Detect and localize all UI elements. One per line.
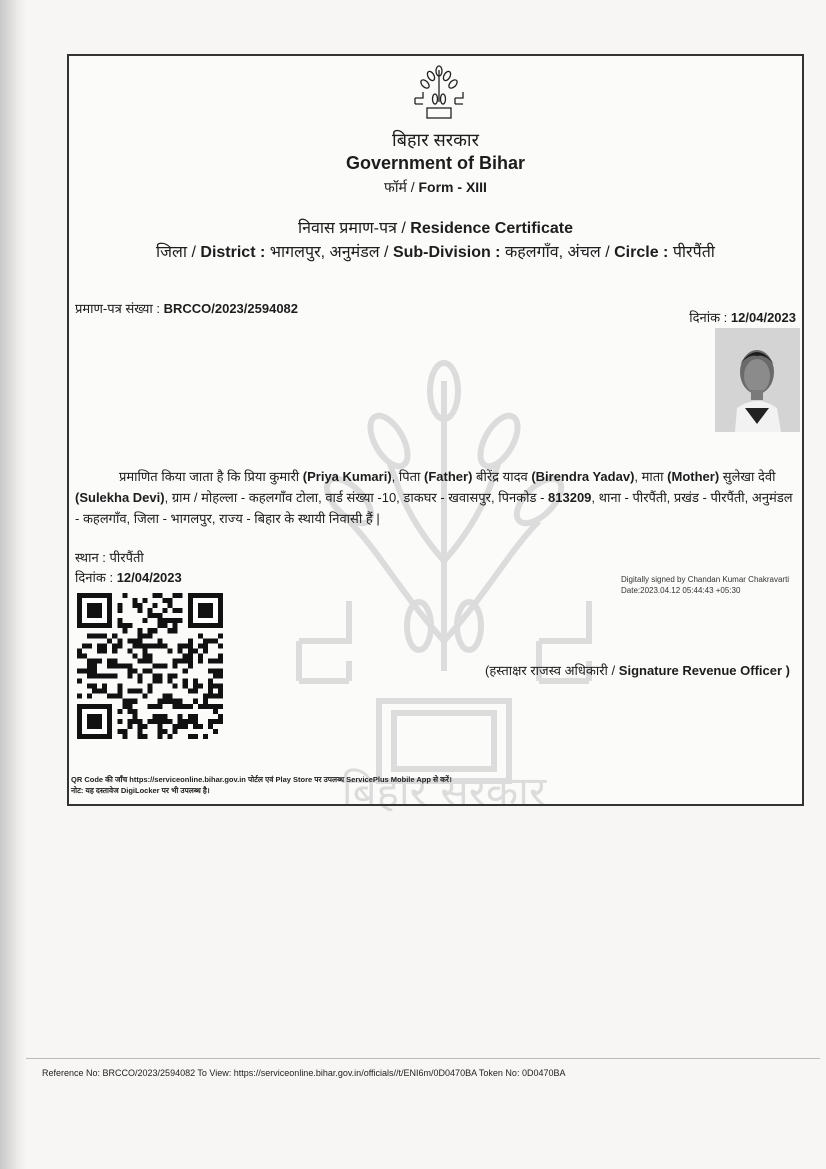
body-text: , माता	[634, 469, 668, 484]
signature-line	[485, 661, 790, 679]
qr-verification-note	[71, 774, 791, 796]
issue-date	[689, 308, 796, 326]
form-hindi: फॉर्म	[384, 179, 407, 195]
district-value: भागलपुर, अनुमंडल /	[269, 244, 389, 261]
applicant-name-en: (Priya Kumari)	[302, 469, 392, 484]
body-text: बीरेंद्र यादव	[472, 469, 532, 484]
subdivision-label: Sub-Division :	[392, 244, 501, 261]
bihar-emblem-watermark	[279, 341, 609, 811]
body-text: , पिता	[391, 469, 425, 484]
qr-note-line-1: QR Code की जाँच https://serviceonline.bihar.gov.in पोर्टल एवं Play Store पर उपलब्ध ServicePlus Mobile App से करें।	[71, 775, 452, 784]
father-name-en: (Birendra Yadav)	[531, 469, 635, 484]
certificate-panel	[67, 54, 804, 811]
mother-label: (Mother)	[667, 469, 720, 484]
district-hindi-label: जिला /	[156, 244, 196, 261]
scan-edge	[0, 0, 26, 1169]
body-text: , ग्राम / मोहल्ला - कहलगाँव टोला, वार्ड संख्या -10, डाकघर - खवासपुर, पिनकोड -	[164, 490, 549, 505]
district-label: District :	[200, 244, 266, 261]
body-text: प्रमाणित किया जाता है कि प्रिया कुमारी	[119, 469, 303, 484]
circle-value: पीरपैंती	[672, 244, 715, 261]
certificate-title	[69, 216, 802, 238]
certificate-title-hindi: निवास प्रमाण-पत्र /	[297, 220, 406, 237]
subdivision-value: कहलगाँव, अंचल /	[504, 244, 610, 261]
certificate-title-en: Residence Certificate	[410, 220, 574, 237]
footer-reference: Reference No: BRCCO/2023/2594082 To View: https://serviceonline.bihar.gov.in/officials//t/ENI6m/0D0470BA Token No: 0D0470BA	[42, 1068, 566, 1078]
sign-date	[75, 568, 182, 586]
circle-label: Circle :	[614, 244, 669, 261]
applicant-photo	[715, 328, 800, 432]
father-label: (Father)	[424, 469, 473, 484]
district-line	[69, 240, 802, 262]
footer-divider	[26, 1058, 820, 1059]
issue-date-label: दिनांक :	[689, 310, 728, 325]
sign-date-value: 12/04/2023	[116, 570, 182, 585]
signature-hindi: (हस्ताक्षर राजस्व अधिकारी /	[485, 663, 616, 678]
svg-text:बिहार सरकार: बिहार सरकार	[341, 767, 547, 811]
digital-signature-date: Date:2023.04.12 05:44:43 +05:30	[621, 586, 741, 595]
certificate-body	[75, 466, 799, 529]
place	[75, 548, 144, 566]
mother-name-en: (Sulekha Devi)	[75, 490, 165, 505]
signature-en: Signature Revenue Officer )	[618, 663, 790, 678]
issue-date-value: 12/04/2023	[730, 310, 796, 325]
digital-signature-info	[621, 574, 811, 596]
place-value: पीरपैंती	[109, 550, 144, 565]
government-title: Government of Bihar	[345, 153, 526, 173]
pincode: 813209	[548, 490, 592, 505]
bihar-emblem-logo	[409, 64, 469, 122]
place-label: स्थान :	[75, 550, 106, 565]
certificate-number-label: प्रमाण-पत्र संख्या :	[75, 301, 160, 316]
sign-date-label: दिनांक :	[75, 570, 114, 585]
body-text: , थाना - पीरपैंती, प्रखंड - पीरपैंती, अनुमंडल - कहलगाँव, जिला - भागलपुर, राज्य - बिहार के स्थायी निवासी हैं |	[75, 490, 793, 526]
certificate-number	[75, 299, 298, 317]
digital-signature-name: Digitally signed by Chandan Kumar Chakravarti	[621, 575, 790, 584]
qr-code[interactable]	[77, 593, 223, 739]
form-number: फॉर्म / Form - XIII	[384, 179, 487, 195]
body-text: सुलेखा देवी	[719, 469, 776, 484]
qr-note-line-2: नोट: यह दस्तावेज DigiLocker पर भी उपलब्ध है।	[71, 786, 210, 795]
hindi-title: बिहार सरकार	[392, 130, 479, 150]
form-en: Form - XIII	[418, 179, 487, 195]
certificate-number-value: BRCCO/2023/2594082	[163, 301, 299, 316]
